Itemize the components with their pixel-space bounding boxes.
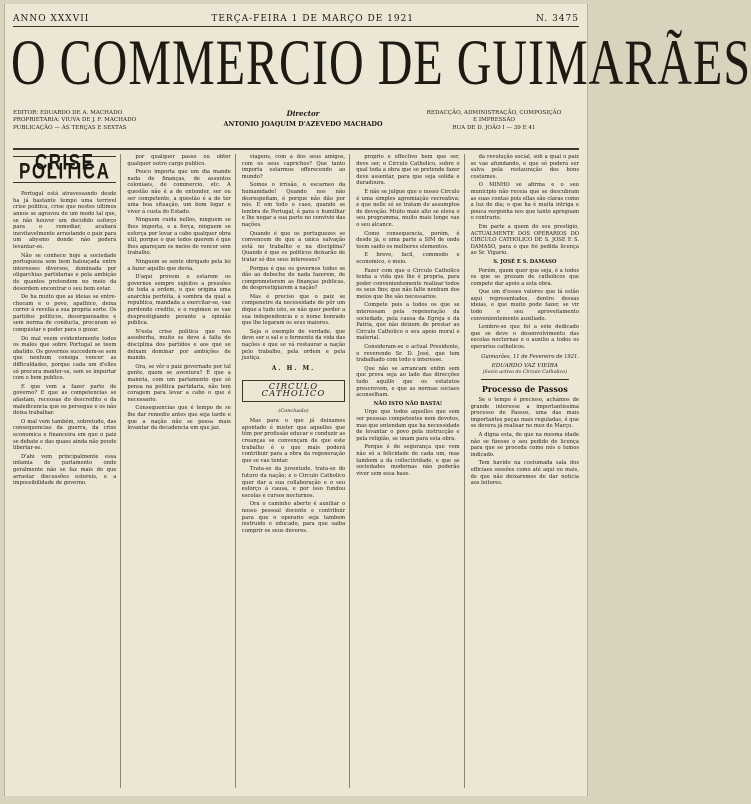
paragraph: Em parte a quem do seu prestigio, ACTUALMENTE DOS OPERARIOS DO CIRCULO CATHOLICO DE S. JOSÉ E S. DAMASO, para o que foi pedida licença ao Sr. Vigario. [470,223,579,257]
headline-crise-politica: CRISE POLITICA [19,149,111,184]
paragraph: De ha muito que as ideias se entre-chocam e o povo, apathico, deixa correr á revelia a sua propria sorte. Os partidos politicos, desorganisados e sem norma de conducta, procuram só conquistar o poder para o gozar. [13,294,117,334]
newspaper-title: O COMMERCIO DE GUIMARÃES [11,27,751,99]
paragraph: Mas para o que já deixamos apontado é mister que aquelles que têm por profissão educar e conduzir as creanças se convençam de que este trabalho é o que mais poderá contribuir para a obra da regeneração que se vae tentar. [241,418,346,464]
paragraph: Compete pois a todos os que se interessam pela regeneração da sociedade, pela causa da Egreja e da Patria, que não deixem de prestar ao Circulo Catholico o seu apoio moral e material. [356,302,460,342]
paragraph: Somos o irrisão, o escarneo da humanidade! Quando nos não desrespeitam, é porque não dão por nós. E em todo o caso, quando se lembra de Portugal, é para o humilhar e lhe negar a sua parte no convivio das nações. [241,182,346,228]
paragraph: Ninguem cuida nellos, ninguem se lhes importa, e a força, ninguem se esforça por levar a cabo qualquer obra util, porque o que todos querem é que lhes apareçam os meios de vencer sem trabalho. [127,217,231,257]
paragraph: Urge que todos aquelles que sem ser pessoas competentes nem devotos, mas que entendam que ha necessidade de levantar o povo pela instrucção e pela religião, se unam para esta obra. [356,409,460,442]
paragraph: viagens, com a dos seus amigos, com os seus caprichos? Que tanto importa estarmos offerecendo ao mundo? [241,154,346,180]
imprint-publication: PUBLICAÇÃO — ÁS TERÇAS E SEXTAS [13,124,127,131]
author-note: (Socio activo do Circulo Catholico) [482,369,568,375]
paragraph: Ninguem se sente obrigado pela lei a fazer aquillo que devia. [127,258,231,272]
director-role: Director [286,109,320,118]
headline-processo-de-passos: Processo de Passos [481,384,568,395]
paragraph: Fazer com que o Circulo Catholico tenha a vida que lhe é propria, para poder convenientemente realizar todos os seus fins; que não falte nenhum dos meios que lhe são necessarios. [356,267,460,300]
paragraph: Ora o caminho aberto é auxiliar o nosso pessoal docente e contribuir para que o operario seja tambem instruido e educado, para que saiba cumprir os seus deveres. [241,501,346,534]
paragraph: E breve, facil, commodo e economico, o meio. [356,252,460,265]
article-signature: A. H. M. [271,364,316,372]
imprint-left [13,110,183,132]
imprint-director [213,110,393,129]
paragraph: Portugal está atravessando desde ha já bastante tempo uma terrivel crise politica, crise que nestes ultimos annos se agravou de um modo tal que, se não houver um decidido esforço para o remediar, acabará inevitavelmente arrastando o paiz para um abysmo donde não poderá levantar-se. [13,191,117,250]
issue-date: TERÇA-FEIRA 1 DE MARÇO DE 1921 [211,14,415,24]
paragraph: Porque é que os governos todos se dão ao deboche de nada fazerem, de comprometerem as finanças publicas, de desprestigiarem a nação? [241,265,346,292]
paragraph: Consequencias que é tempo de se lhe dar remedio antes que seja tarde e que a nação não se possa mais levantar da decadencia em que jaz. [127,405,231,432]
paragraph: Lembre-se que foi a este dedicado que se deve o desenvolvimento das escolas nocturnas e o auxilio a todos os operarios catholicos. [470,324,579,351]
masthead-rule [13,148,579,150]
year-label: ANNO XXXVII [13,14,90,24]
headline-box [13,149,116,184]
paragraph: da revolução social, sob a qual o paiz se vae afundando, e que só poderá ser salva pela restauração dos bons costumes. [470,154,579,180]
headline-circulo-catholico: CIRCULO CATHOLICO [242,380,345,401]
paragraph: Se o tempo é precioso, achámos de grande interesse a importantissima processo de Passos, uma das mais importantes peças mais reguladas, é que se devera já realisar no mez de Março. [470,397,579,430]
imprint-office: REDACÇÃO, ADMINISTRAÇÃO, COMPOSIÇÃO [426,110,562,116]
imprint [13,110,579,146]
imprint-address: RUA DE D. JOÃO I — 39 E 41 [452,124,536,131]
imprint-right [409,110,579,132]
paragraph: Porque é de segurança que vem não só a felicidade de cada um, mas tambem a da collectividade, e que as sociedades modernas não poderão viver sem essa base. [356,444,460,477]
paragraph: Não se conhece hoje a sociedade portugueza sem bem balouçada entre interesses diversos, dominada por oligarchias partidarias e pela ambição de quantos pretendem no meio da desordem encontrar o seu bem estar. [13,252,117,292]
section-divider [481,379,569,380]
paragraph: Tem havido na costumada sala dos officiaes sessões como até aqui ou mais, de que não deixaremos de dar noticia aos leitores. [470,460,579,487]
paragraph: Seja o exemplo de verdade, que deve ser o sal e o fermento da vida das nações e que se vá restaurar a nação pelo trabalho, pela ordem e pela justiça. [241,328,346,362]
paragraph: por qualquer passo ou obter qualquer outro cargo publico. [127,154,231,167]
column-4 [356,154,464,788]
column-3 [242,154,350,788]
imprint-editor: EDITOR: EDUARDO DE A. MACHADO [13,110,123,116]
article-author: EDUARDO VAZ VIEIRA [491,363,558,370]
newspaper-page [4,4,751,796]
paragraph: Que um d'esses valores que lá estão aqui representados, dentro dessas ideias, e que muito pode fazer, se vir todo o seu aproveitamento convenientemente auxiliado. [470,289,579,322]
masthead [11,26,751,104]
paragraph: N'esta crise politica que nos assoberba, muito se deve á falta de disciplina dos partidos e aos que se deixam dominar por ambições de mando. [127,328,231,362]
paragraph: O MINHO se afirma e o seu municipio não receia que se descubram as suas contas pois ellas são claras como a luz do dia; o que ha é muita intriga e pouca vergonha nos que tanto apregoam o contrario. [470,182,579,222]
paragraph: O mal vem também, sobretudo, das consequencias da guerra, da crise economica e financeira em que o paiz se debate e das quaes ainda não poude libertar-se. [13,418,117,452]
paragraph: Ora, se vêr o paiz governado por tal gente, quem se aventura? E que a maioria, com um parlamento que só pensa na politica partidaria, não tem coragem para levar a cabo o que é necessario. [127,363,231,403]
paragraph: Como consequencia, porém, é desde já, e uma parte a SIM de onde teem saido os melhores elementos. [356,230,460,250]
article-dateline: Guimarães, 11 de Fevereiro de 1921. [481,353,579,360]
paragraph-heading: NÃO ISTO NÃO BASTA! [373,400,443,407]
paragraph: Mas é preciso que o paiz se compenetre da necessidade de pôr um dique a tudo isto, se não quer perder a sua independencia e o nome honrado que lhe legaram os seus maiores. [241,293,346,327]
paragraph: Que não se arrancam enfim sem que prova seja ao lado das direcções tudo aquillo que os estatutos prescrevem, e que as normas sociaes aconselham. [356,365,460,399]
columns [13,149,579,788]
paragraph: D'ahi vem principalmente essa infamia de parlamento onde geralmente não se faz mais do que arrastar discussões estereis, e a impossibilidade de governo. [13,453,117,487]
paragraph: Consideram-se o actual Presidente, o reverendo Sr. D. José, que tem trabalhado com todo o interesse. [356,344,460,364]
imprint-owner: PROPRIETARIA: VIUVA DE J. F. MACHADO [13,117,137,124]
paragraph: Do mal veem evidentemente todos os males que sobre Portugal se teem abatido. Os governos succedem-se sem que nenhum consiga vencer as difficuldades, porque cada um d'elles só procura manter-se, sem se importar com o bem publico. [13,335,117,382]
column-1 [13,149,121,788]
paragraph: E não se julgue que o nosso Circulo é uma simples agremiação recreativa; e que nelle só se tratam de assumptos de devoção. Muito mais alto se eleva o seu programma, muito mais longe vae o seu alcance. [356,188,460,228]
paragraph: Trata-se da juventude, trata-se do futuro da nação; e o Circulo Catholico quer dar a sua collaboração e o seu esforço á causa, e por isso fundou escolas e cursos nocturnos. [241,466,346,499]
emphasis: S. JOSÉ E S. DAMASO [493,258,557,265]
director-name: ANTONIO JOAQUIM D'AZEVEDO MACHADO [223,120,383,129]
issue-number: N. 3475 [536,14,579,24]
column-2 [127,154,235,788]
paragraph: proprio e effectivo bem que ser, deve ser, o Circulo Catholico, sobre o qual toda a obra que se pretende fazer deve assentar, para que seja solida e duradoura. [356,154,460,187]
paragraph: Pouco importa que um dia mande nada de finanças, de assuntos coloniaes, de commercio, etc. A questão não é a de entender, ser ou ser competente, a questão é a de ter uma boa situação, um bom logar e viver á custa do Estado. [127,169,231,215]
paragraph: E que vem a fazer parte de governo? E que as competencias se afastam, receosas do descredito e da maledicencia que os persegue e os não deixa trabalhar. [13,383,117,417]
paragraph: Porém, quem quer que seja, é a todos os que se prezam de catholicos que compete dar apoio a esta obra. [470,267,579,287]
headline-box [242,380,345,401]
paragraph: D'aqui provem o estarem os governos sempre sujeitos a pressões de toda a ordem, o que origina uma anarchia perfeita, á sombra da qual a republica, mandada a exercitar-se, vae perdendo credito, e o regimen se vae desprestigiando perante a opinião publica. [127,274,231,327]
imprint-printing: E IMPRESSÃO [472,117,516,124]
column-5 [471,154,579,788]
paragraph: A digna esta, de que na mesma idade não se fizesse o seu pedido de licença para que se proceda como nós o temos indicado. [470,431,579,458]
paragraph: Quando é que os portuguezes se convencem de que a unica salvação está no trabalho e na disciplina? Quando é que os politicos deixarão de tratar só dos seus interesses? [241,230,346,263]
subheadline: (Conclusão) [278,407,309,414]
